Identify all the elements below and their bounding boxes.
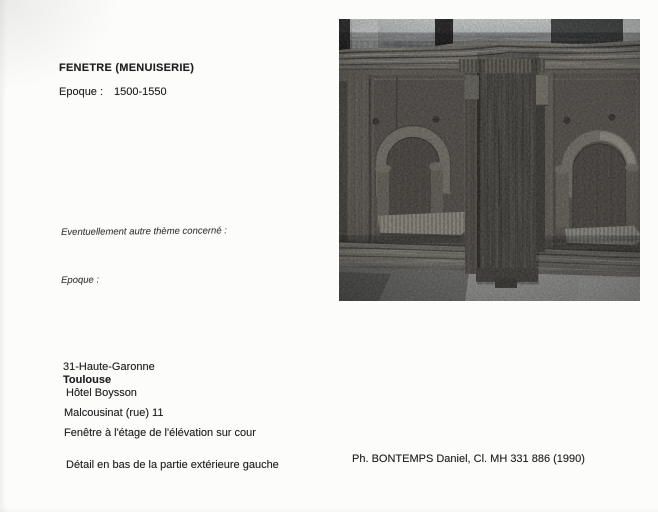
city: Toulouse (63, 374, 112, 386)
street-address: Malcousinat (rue) 11 (64, 407, 164, 419)
building-name: Hôtel Boysson (66, 387, 137, 399)
window-woodwork-photo (339, 19, 640, 301)
photo-credit: Ph. BONTEMPS Daniel, Cl. MH 331 886 (1990) (352, 453, 585, 465)
vignette (339, 19, 640, 301)
category-title: FENETRE (MENUISERIE) (59, 62, 195, 74)
epoque-row (59, 86, 167, 99)
photo-caption: Détail en bas de la partie extérieure gauche (66, 459, 279, 471)
epoque-label: Epoque : (59, 86, 104, 98)
department: 31-Haute-Garonne (63, 361, 155, 373)
epoque-secondary-label: Epoque : (61, 274, 100, 286)
other-theme-label: Eventuellement autre thème concerné : (61, 225, 227, 238)
view-description: Fenêtre à l'étage de l'élévation sur cour (64, 427, 256, 439)
window-photo-illustration (339, 19, 640, 301)
epoque-value: 1500-1550 (114, 86, 167, 98)
